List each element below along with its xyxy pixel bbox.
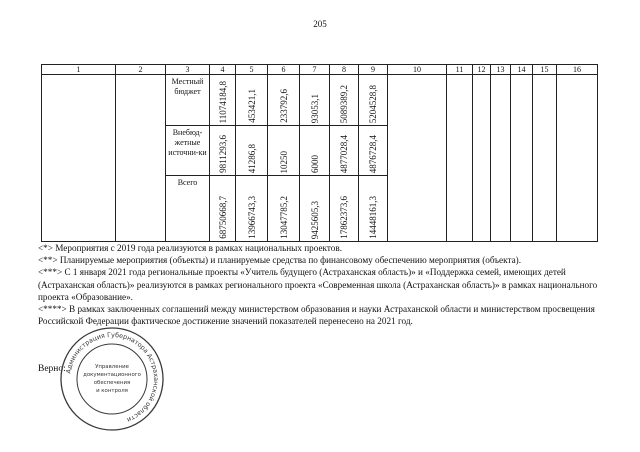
stamp-inner-ring (77, 344, 147, 414)
funding-source-label: Местный бюджет (166, 75, 210, 126)
column-number: 12 (473, 65, 491, 75)
table-cell (210, 126, 236, 176)
column-number: 2 (116, 65, 166, 75)
funding-source-label: Всего (166, 176, 210, 242)
table-cell (388, 75, 447, 242)
column-number: 4 (210, 65, 236, 75)
amount-value: 5089389,2 (339, 84, 349, 123)
amount-value: 41286,8 (246, 143, 257, 173)
column-number: 6 (268, 65, 300, 75)
table-cell (210, 176, 236, 242)
table-row (42, 75, 598, 126)
amount-value: 453421,1 (246, 89, 257, 123)
amount-value: 11074184,8 (217, 80, 228, 123)
footnote: <*> Мероприятия с 2019 года реализуются в рамках национальных проектов. (38, 243, 343, 253)
footnote: <****> В рамках заключенных соглашений между министерством образования и науки Астраханской области и министерством просвещения Российской Федерации фактическое достижение значений показателей перенесено на 2021 год. (38, 304, 595, 327)
funding-source-label: Внебюд-жетные источни-ки (166, 126, 210, 176)
stamp-center-text: документационного (83, 372, 141, 378)
table-cell (236, 75, 268, 126)
column-number-row (42, 65, 598, 75)
stamp-outer-ring (61, 328, 163, 430)
table-cell (473, 75, 491, 242)
amount-value: 68750668,7 (217, 196, 228, 239)
table-cell (511, 75, 533, 242)
table-cell (268, 75, 300, 126)
amount-value: 9425605,3 (309, 200, 320, 239)
stamp-center-text: Управление (95, 364, 129, 370)
table-cell (330, 75, 359, 126)
table-cell (330, 126, 359, 176)
amount-value: 233792,6 (278, 89, 289, 123)
column-number: 14 (511, 65, 533, 75)
amount-value: 9811293,6 (217, 135, 228, 173)
official-stamp-seal (58, 325, 166, 433)
page-number: 205 (313, 19, 327, 29)
table-cell (42, 75, 116, 242)
amount-value: 17862373,6 (339, 196, 349, 239)
footnote: <**> Планируемые мероприятия (объекты) и планируемые средства по финансовому обеспечению мероприятия (объекта). (38, 255, 522, 266)
table-cell (116, 75, 166, 242)
stamp-center-text: обеспечения (93, 380, 131, 386)
verno-label: Верно: (38, 364, 66, 374)
footnotes (38, 242, 608, 327)
table-cell (268, 126, 300, 176)
table-cell (533, 75, 557, 242)
stamp-ring-text: Администрация Губернатора Астраханской области (64, 330, 161, 424)
column-number: 15 (533, 65, 557, 75)
column-number: 13 (491, 65, 511, 75)
table-cell (236, 126, 268, 176)
table-cell (236, 176, 268, 242)
column-number: 9 (359, 65, 388, 75)
table-cell (359, 75, 388, 126)
column-number: 8 (330, 65, 359, 75)
amount-value: 4877028,4 (339, 134, 349, 173)
column-number: 3 (166, 65, 210, 75)
table-cell (447, 75, 473, 242)
column-number: 1 (42, 65, 116, 75)
table-cell (557, 75, 598, 242)
budget-table (41, 64, 598, 242)
table-cell (359, 176, 388, 242)
column-number: 7 (300, 65, 330, 75)
table-cell (330, 176, 359, 242)
amount-value: 10250 (278, 150, 289, 173)
column-number: 5 (236, 65, 268, 75)
table-cell (300, 126, 330, 176)
amount-value: 13047785,2 (278, 196, 289, 239)
table-cell (359, 126, 388, 176)
amount-value: 4876728,4 (368, 134, 378, 173)
table-cell (210, 75, 236, 126)
column-number: 10 (388, 65, 447, 75)
column-number: 11 (447, 65, 473, 75)
table-cell (268, 176, 300, 242)
amount-value: 6000 (309, 155, 320, 173)
table-cell (300, 176, 330, 242)
stamp-center-text: и контроля (96, 388, 128, 394)
footnote: <***> С 1 января 2021 года региональные проекты «Учитель будущего (Астраханская область)» и «Поддержка семей, имеющих детей (Астраханская область)» реализуются в рамках регионального проекта «Современная школа (Астраханская область)» в рамках национального проекта «Образование». (38, 267, 598, 302)
amount-value: 93053,1 (309, 93, 320, 123)
amount-value: 13966743,3 (246, 196, 257, 239)
column-number: 16 (557, 65, 598, 75)
amount-value: 14448161,3 (368, 196, 378, 239)
amount-value: 5204528,8 (368, 84, 378, 123)
table-cell (491, 75, 511, 242)
table-cell (300, 75, 330, 126)
